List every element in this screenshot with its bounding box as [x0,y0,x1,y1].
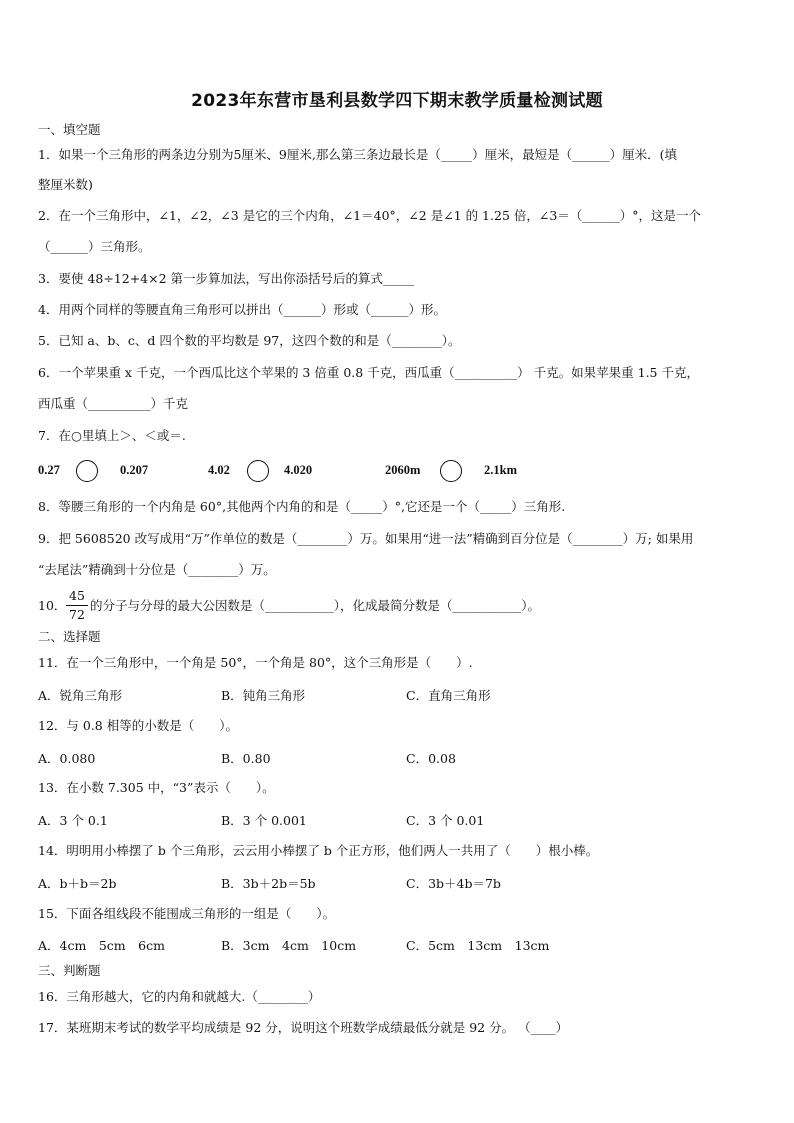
q11-option-b[interactable]: B．钝角三角形 [221,688,306,703]
compare-left-2: 4.02 [208,463,230,477]
compare-right-1: 0.207 [120,463,149,477]
q14-option-b[interactable]: B．3b＋2b＝5b [221,876,316,891]
question-16: 16．三角形越大，它的内角和就越大.（________） [38,989,321,1004]
question-2-line-1: 2．在一个三角形中，∠1，∠2，∠3 是它的三个内角，∠1＝40°，∠2 是∠1 的 1.25 倍，∠3＝（______）°，这是一个 [38,208,702,223]
q13-option-a[interactable]: A．3 个 0.1 [38,813,108,828]
section-true-false: 三、判断题 [38,963,101,978]
fraction-bar [66,605,88,606]
question-7: 7．在○里填上＞、＜或＝. [38,428,186,443]
compare-circle-3[interactable] [440,460,462,482]
question-3: 3．要使 48÷12+4×2 第一步算加法，写出你添括号后的算式_____ [38,271,415,286]
q12-option-b[interactable]: B．0.80 [221,751,271,766]
question-9-line-2: “去尾法”精确到十分位是（________）万。 [38,562,276,577]
question-2-line-2: （______）三角形。 [38,239,151,254]
q12-option-c[interactable]: C．0.08 [406,751,456,766]
question-5: 5．已知 a、b、c、d 四个数的平均数是 97，这四个数的和是（________）。 [38,333,461,348]
section-multiple-choice: 二、选择题 [38,629,101,644]
q12-option-a[interactable]: A．0.080 [38,751,96,766]
compare-circle-2[interactable] [247,460,269,482]
compare-left-3: 2060m [385,463,421,477]
compare-right-2: 4.020 [284,463,313,477]
question-14: 14．明明用小棒摆了 b 个三角形，云云用小棒摆了 b 个正方形，他们两人一共用了（ ）根小棒。 [38,843,599,858]
page-title: 2023年东营市垦利县数学四下期末教学质量检测试题 [191,91,603,111]
question-8: 8．等腰三角形的一个内角是 60°,其他两个内角的和是（_____）°,它还是一个（_____）三角形. [38,499,566,514]
q13-option-c[interactable]: C．3 个 0.01 [406,813,485,828]
q15-option-c[interactable]: C．5cm 13cm 13cm [406,938,550,953]
question-17: 17．某班期末考试的数学平均成绩是 92 分，说明这个班数学成绩最低分就是 92 分。 （____） [38,1020,569,1035]
q11-option-a[interactable]: A．锐角三角形 [38,688,123,703]
fraction-numerator: 45 [69,588,85,603]
compare-left-1: 0.27 [38,463,60,477]
question-12: 12．与 0.8 相等的小数是（ ）。 [38,718,238,733]
compare-circle-1[interactable] [76,460,98,482]
q14-option-a[interactable]: A．b＋b＝2b [38,876,117,891]
question-10-fraction [66,588,88,623]
q13-option-b[interactable]: B．3 个 0.001 [221,813,307,828]
question-4: 4．用两个同样的等腰直角三角形可以拼出（______）形或（______）形。 [38,302,446,317]
question-10-text: 的分子与分母的最大公因数是（___________），化成最简分数是（___________）。 [90,598,541,613]
q14-option-c[interactable]: C．3b＋4b＝7b [406,876,501,891]
question-9-line-1: 9．把 5608520 改写成用“万”作单位的数是（________）万。如果用“进一法”精确到百分位是（________）万; 如果用 [38,531,694,546]
q15-option-b[interactable]: B．3cm 4cm 10cm [221,938,357,953]
compare-right-3: 2.1km [484,463,517,477]
q11-option-c[interactable]: C．直角三角形 [406,688,491,703]
fraction-denominator: 72 [69,607,85,622]
question-11: 11．在一个三角形中，一个角是 50°，一个角是 80°，这个三角形是（ ）. [38,655,473,670]
question-15: 15．下面各组线段不能围成三角形的一组是（ ）。 [38,906,336,921]
question-1-line-1: 1．如果一个三角形的两条边分别为5厘米、9厘米,那么第三条边最长是（_____）厘米，最短是（______）厘米．(填 [38,147,677,162]
question-10-number: 10． [38,598,67,613]
q15-option-a[interactable]: A．4cm 5cm 6cm [38,938,165,953]
question-6-line-1: 6．一个苹果重 x 千克，一个西瓜比这个苹果的 3 倍重 0.8 千克，西瓜重（__________） 千克。如果苹果重 1.5 千克， [38,365,699,380]
section-fill-blank: 一、填空题 [38,122,101,137]
question-6-line-2: 西瓜重（__________）千克 [38,396,189,411]
question-13: 13．在小数 7.305 中，“3”表示（ ）。 [38,780,275,795]
question-1-line-2: 整厘米数) [38,177,93,192]
